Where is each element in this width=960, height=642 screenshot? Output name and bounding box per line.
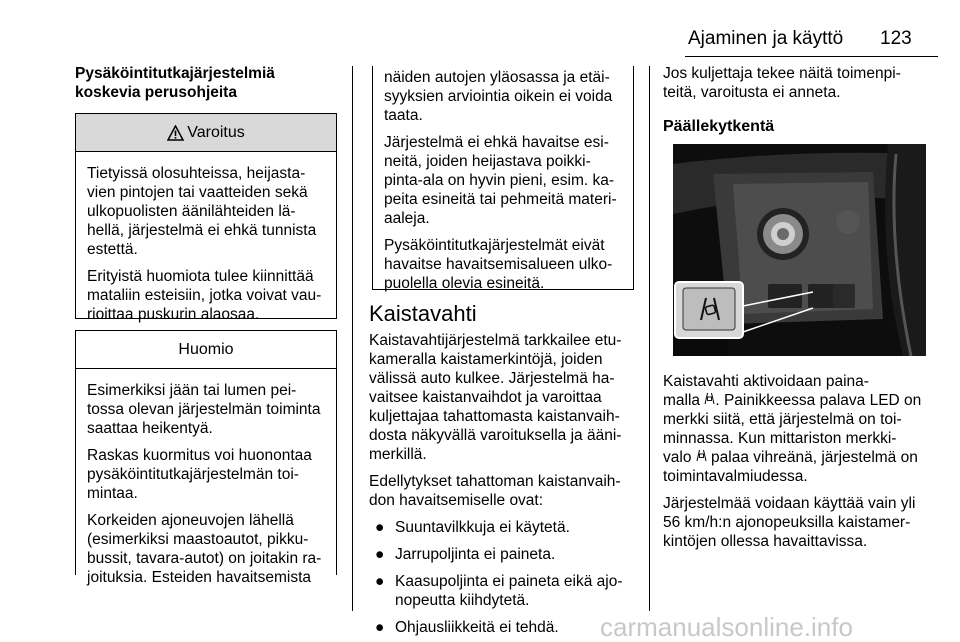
speed-requirement-paragraph: Järjestelmää voidaan käyttää vain yli 56 km/h:n ajonopeuksilla kaistamer- kintöjen ollessa havaittavissa. [663,495,916,550]
list-item: ● Kaasupoljinta ei paineta eikä ajo- nopeutta kiihdytetä. [375,573,623,609]
warning-paragraph: Tietyissä olosuhteissa, heijasta- vien pintojen tai vaatteiden sekä ulkopuolisten äänilähteiden lä- hellä, järjestelmä ei ehkä tunnista estettä. [87,165,317,258]
warning-box-header [76,114,336,152]
note-paragraph: Raskas kuormitus voi huonontaa pysäköintitutkajärjestelmän toi- mintaa. [87,447,312,502]
warning-box [75,113,337,323]
col3-intro: Jos kuljettaja tekee näitä toimenpi- teitä, varoitusta ei anneta. [663,65,901,101]
note-box-continued [372,66,634,290]
chapter-title: Ajaminen ja käyttö [688,28,844,49]
col3-body [663,372,948,559]
section-heading-parking: Pysäköintitutkajärjestelmiä koskevia perusohjeita [75,65,275,101]
note-paragraph: Järjestelmä ei ehkä havaitse esi- neitä, joiden heijastava poikki- pinta-ala on hyvin pieni, esim. ka- peita esineitä tai pehmeitä materi- aaleja. [384,134,617,227]
note-body [76,369,336,595]
warning-triangle-icon [167,125,184,141]
lane-departure-icon [697,296,723,322]
warning-paragraph: Erityistä huomiota tulee kiinnittää mataliin esteisiin, jotka voivat vau- rioittaa puskurin alaosaa. [87,268,322,323]
note-paragraph: näiden autojen yläosassa ja etäi- syyksien arviointia oikein ei voida taata. [384,69,613,124]
bullet: ● [375,573,385,590]
column-divider-1 [352,66,353,611]
note-paragraph: Korkeiden ajoneuvojen lähellä (esimerkiksi maastoautot, pikku- bussit, tavara-autot) on joitakin ra- joituksia. Esteiden havaitsemista [87,512,322,586]
note-paragraph: Esimerkiksi jään tai lumen pei- tossa olevan järjestelmän toiminta saattaa heikentyä. [87,382,321,437]
watermark: carmanualsonline.info [600,612,853,642]
bullet: ● [375,619,385,636]
header-rule [685,56,938,57]
bullet: ● [375,546,385,563]
lane-departure-symbol-icon [696,449,707,462]
warning-title: Varoitus [187,123,245,141]
note-box [75,330,337,586]
activation-paragraph: Kaistavahti aktivoidaan paina- malla . Painikkeessa palava LED on merkki siitä, että järjestelmä on toi- minnassa. Kun mittariston merkki- valo palaa vihreänä, järjestelmä on toimintavalmiudessa. [663,373,922,485]
subheading-switch-on: Päällekytkentä [663,118,775,135]
dashboard-illustration [673,144,926,356]
note-paragraph: Pysäköintitutkajärjestelmät eivät havaitse havaitsemisalueen ulko- puolella olevia esineitä. [384,237,613,292]
note-title: Huomio [178,340,234,358]
warning-body [76,152,336,340]
page-header [688,28,938,52]
list-item: ● Jarrupoljinta ei paineta. [375,546,556,563]
dashboard-switch-photo [673,144,926,356]
bullet: ● [375,519,385,536]
lane-assist-intro: Kaistavahtijärjestelmä tarkkailee etu- kameralla kaistamerkintöjä, joiden välissä auto kulkee. Järjestelmä ha- vaitsee kaistanvaihdot ja varoittaa kuljettajaa tahattomasta kaistanvaih- dosta näkyvällä varoituksella ja ääni- merkillä. [369,332,622,463]
list-item: ● Ohjausliikkeitä ei tehdä. [375,619,559,636]
note-box-header [76,331,336,369]
note-continued-body [373,66,633,301]
lane-assist-text [369,331,644,642]
column-divider-2 [649,66,650,611]
section-title-lane-assist: Kaistavahti [369,301,477,326]
page-number: 123 [880,28,912,49]
lane-departure-symbol-icon [704,392,715,405]
list-item: ● Suuntavilkkuja ei käytetä. [375,519,570,536]
lane-assist-conditions: Edellytykset tahattoman kaistanvaih- don havaitsemiselle ovat: [369,473,621,509]
